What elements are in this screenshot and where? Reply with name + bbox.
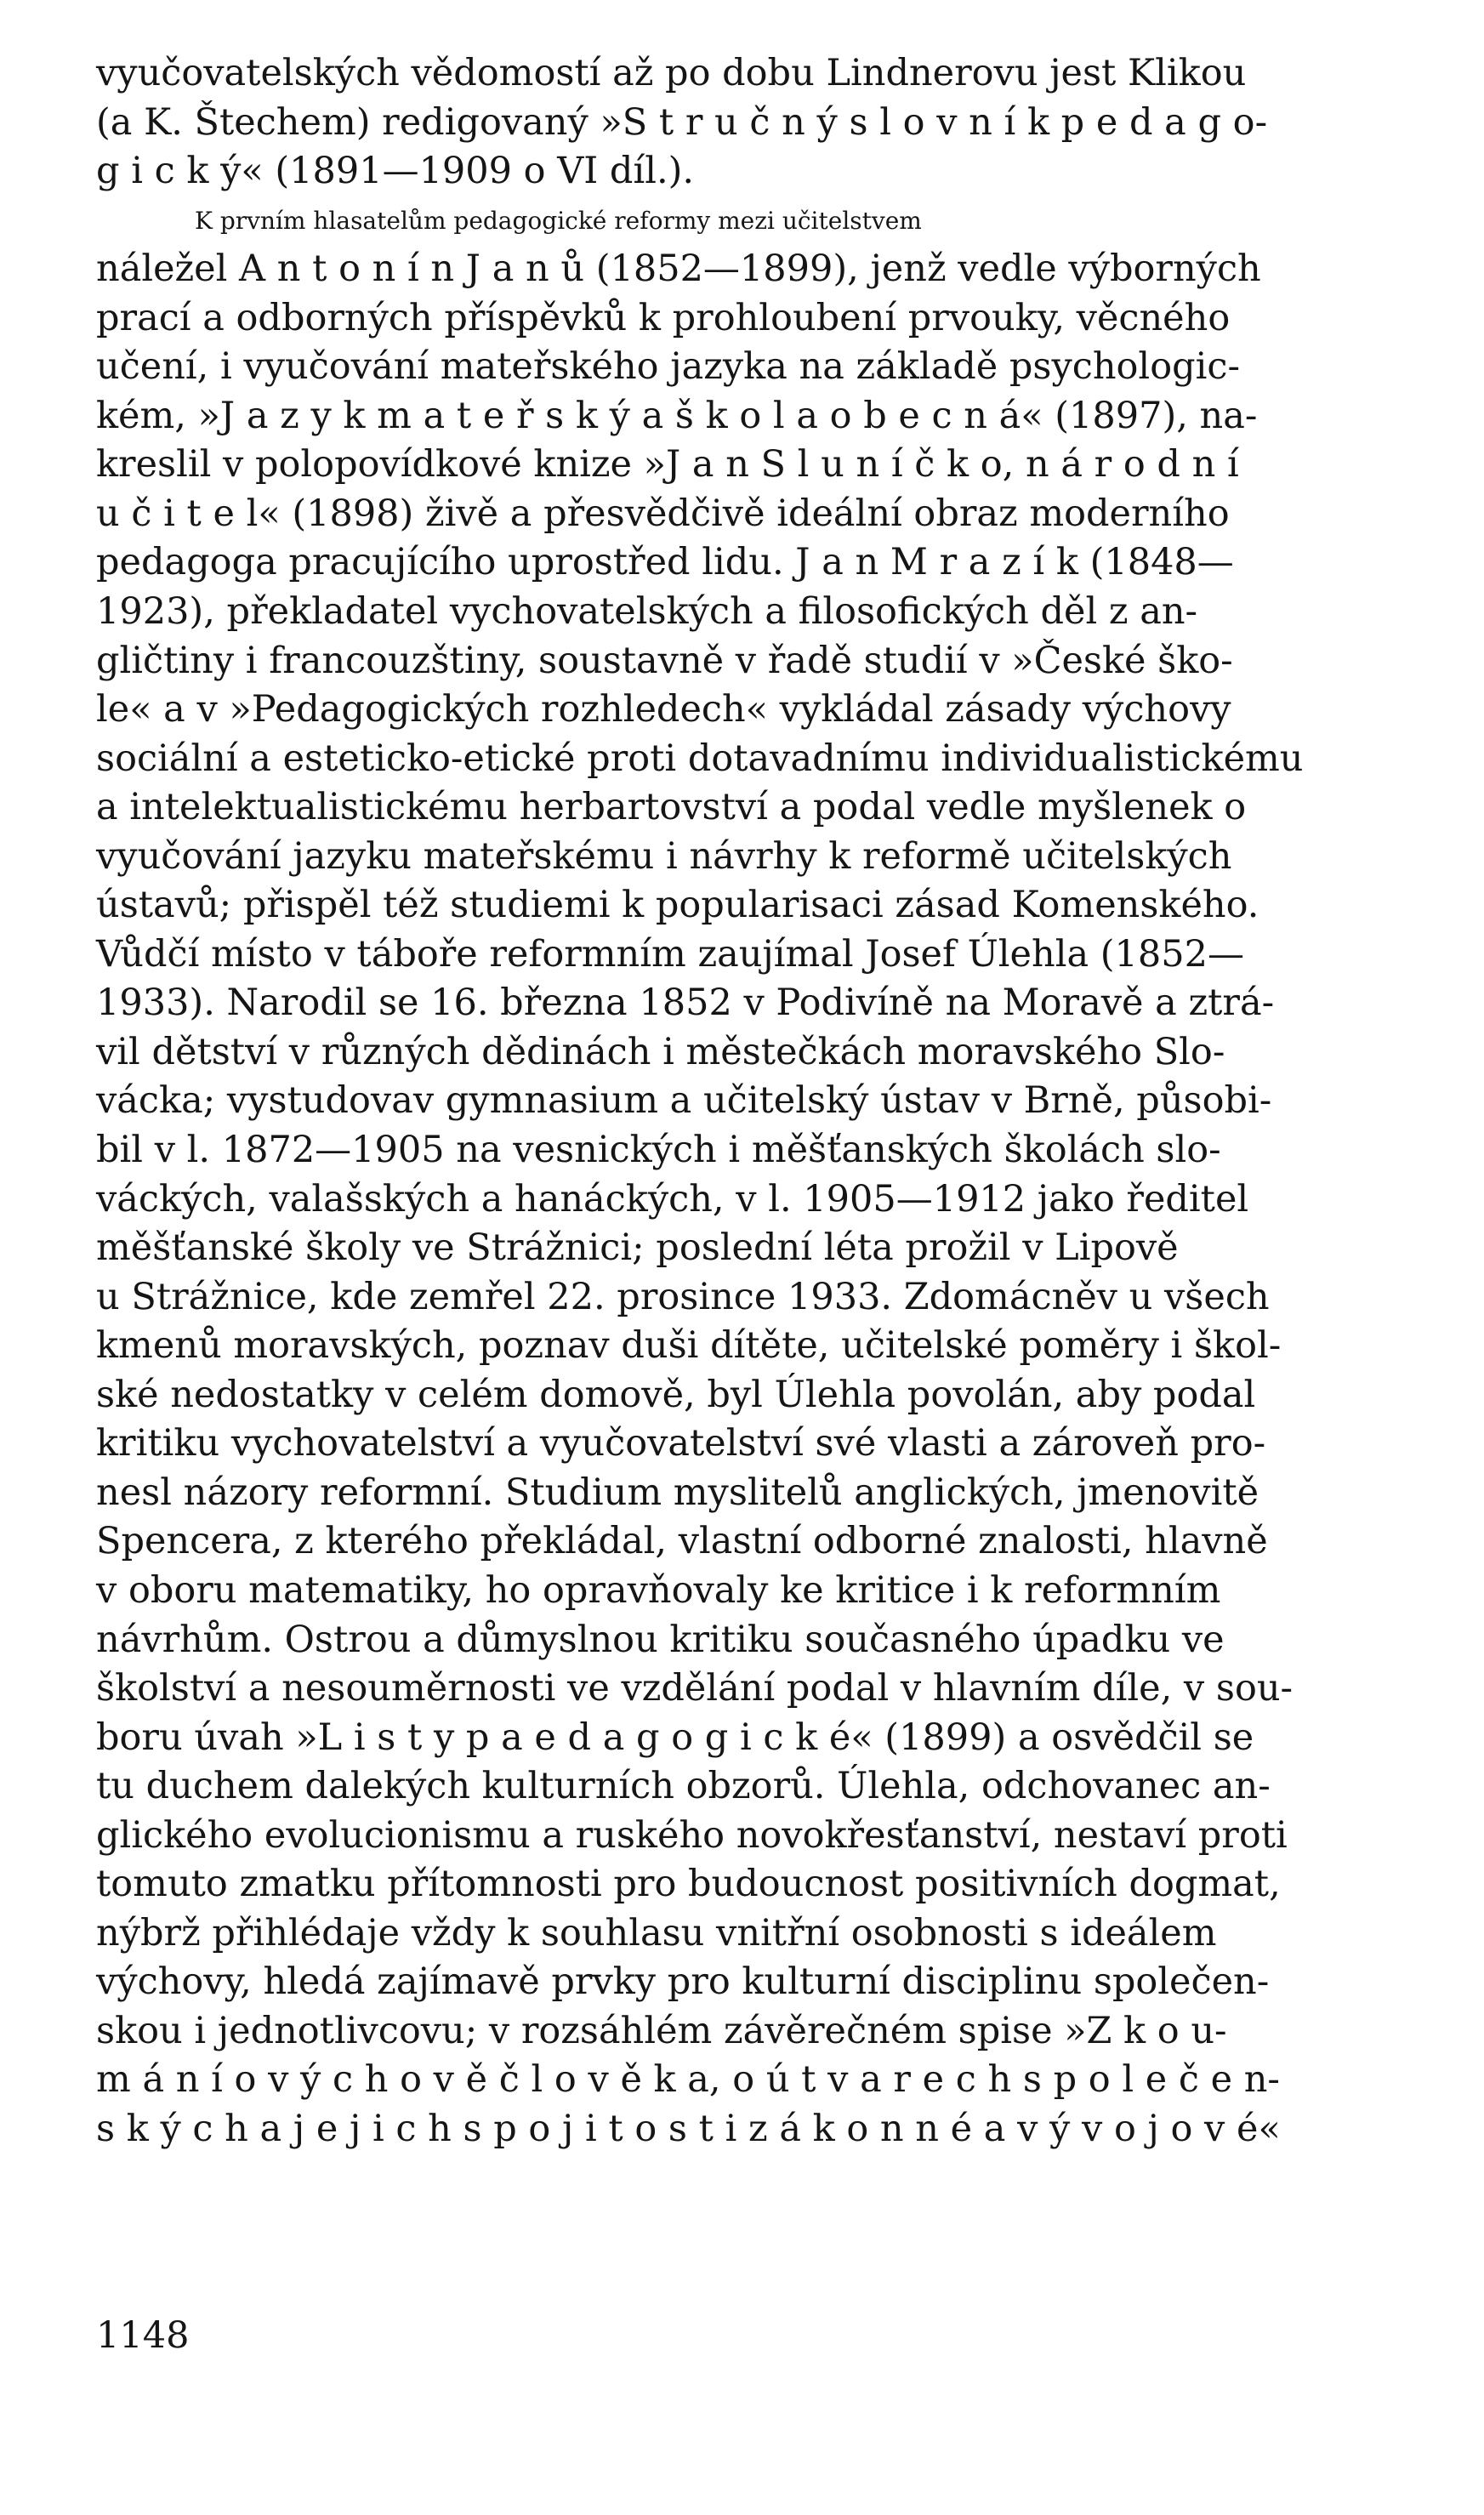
text-line: kreslil v polopovídkové knize »J a n S l u n í č k o, n á r o d n í [96,443,1239,486]
text-line: sociální a esteticko-etické proti dotavadnímu individualistickému [96,737,1304,780]
text-line: 1933). Narodil se 16. března 1852 v Podivíně na Moravě a ztrá- [96,982,1275,1025]
text-line: kmenů moravských, poznav duši dítěte, učitelské poměry i škol- [96,1324,1282,1368]
text-line: m á n í o v ý c h o v ě č l o v ě k a, o ú t v a r e c h s p o l e č e n- [96,2058,1280,2102]
text-line: K prvním hlasatelům pedagogické reformy mezi učitelstvem [195,206,922,235]
text-line: ústavů; přispěl též studiemi k popularisaci zásad Komenského. [96,884,1259,927]
text-line: tomuto zmatku přítomnosti pro budoucnost positivních dogmat, [96,1863,1281,1906]
text-line: s k ý c h a j e j i c h s p o j i t o s t i z á k o n n é a v ý v o j o v é« [96,2107,1281,2150]
text-line: Spencera, z kterého překládal, vlastní odborné znalosti, hlavně [96,1520,1268,1563]
text-line: školství a nesouměrnosti ve vzdělání podal v hlavním díle, v sou- [96,1667,1294,1710]
page-number: 1148 [96,2314,190,2357]
text-line: nesl názory reformní. Studium myslitelů anglických, jmenovitě [96,1471,1259,1514]
text-line: le« a v »Pedagogických rozhledech« vykládal zásady výchovy [96,688,1231,731]
text-line: výchovy, hledá zajímavě prvky pro kulturní disciplinu společen- [96,1960,1270,2004]
text-line: kritiku vychovatelství a vyučovatelství své vlasti a zároveň pro- [96,1422,1266,1465]
text-line: vyučování jazyku mateřskému i návrhy k reformě učitelských [96,834,1232,878]
text-line: a intelektualistickému herbartovství a podal vedle myšlenek o [96,786,1247,829]
text-line: gličtiny i francouzštiny, soustavně v řadě studií v »České ško- [96,639,1233,682]
text-line: vácka; vystudovav gymnasium a učitelský ústav v Brně, působi- [96,1079,1272,1123]
text-line: 1923), překladatel vychovatelských a filosofických děl z an- [96,590,1198,634]
text-line: kém, »J a z y k m a t e ř s k ý a š k o l a o b e c n á« (1897), na- [96,394,1258,437]
text-line: ské nedostatky v celém domově, byl Úlehla povolán, aby podal [96,1373,1256,1416]
text-line: skou i jednotlivcovu; v rozsáhlém závěrečném spise »Z k o u- [96,2009,1227,2052]
text-line: vyučovatelských vědomostí až po dobu Lindnerovu jest Klikou [96,52,1247,94]
text-line: (a K. Štechem) redigovaný »S t r u č n ý s l o v n í k p e d a g o- [96,100,1268,144]
text-line: prací a odborných příspěvků k prohloubení prvouky, věcného [96,296,1231,339]
text-line: pedagoga pracujícího uprostřed lidu. J a n M r a z í k (1848— [96,541,1234,584]
text-line: návrhům. Ostrou a důmyslnou kritiku současného úpadku ve [96,1618,1225,1661]
body-text [96,49,1390,2154]
text-line: měšťanské školy ve Strážnici; poslední léta prožil v Lipově [96,1226,1179,1270]
text-line: u Strážnice, kde zemřel 22. prosince 1933. Zdomácněv u všech [96,1275,1270,1318]
text-line: váckých, valašských a hanáckých, v l. 1905—1912 jako ředitel [96,1177,1249,1221]
text-line: u č i t e l« (1898) živě a přesvědčivě ideální obraz moderního [96,492,1230,535]
text-line: glického evolucionismu a ruského novokřesťanství, nestaví proti [96,1813,1288,1857]
text-line: nýbrž přihlédaje vždy k souhlasu vnitřní osobnosti s ideálem [96,1911,1217,1955]
text-line: náležel A n t o n í n J a n ů (1852—1899), jenž vedle výborných [96,248,1261,291]
text-line: g i c k ý« (1891—1909 o VI díl.). [96,150,695,193]
text-line: tu duchem dalekých kulturních obzorů. Úlehla, odchovanec an- [96,1765,1271,1808]
text-line: Vůdčí místo v táboře reformním zaujímal Josef Úlehla (1852— [96,932,1244,976]
text-line: boru úvah »L i s t y p a e d a g o g i c k é« (1899) a osvědčil se [96,1716,1254,1759]
text-line: v oboru matematiky, ho opravňovaly ke kritice i k reformním [96,1568,1221,1612]
text-line: bil v l. 1872—1905 na vesnických i měšťanských školách slo- [96,1129,1221,1172]
text-line: vil dětství v různých dědinách i městečkách moravského Slo- [96,1030,1225,1073]
text-line: učení, i vyučování mateřského jazyka na základě psychologic- [96,345,1240,389]
